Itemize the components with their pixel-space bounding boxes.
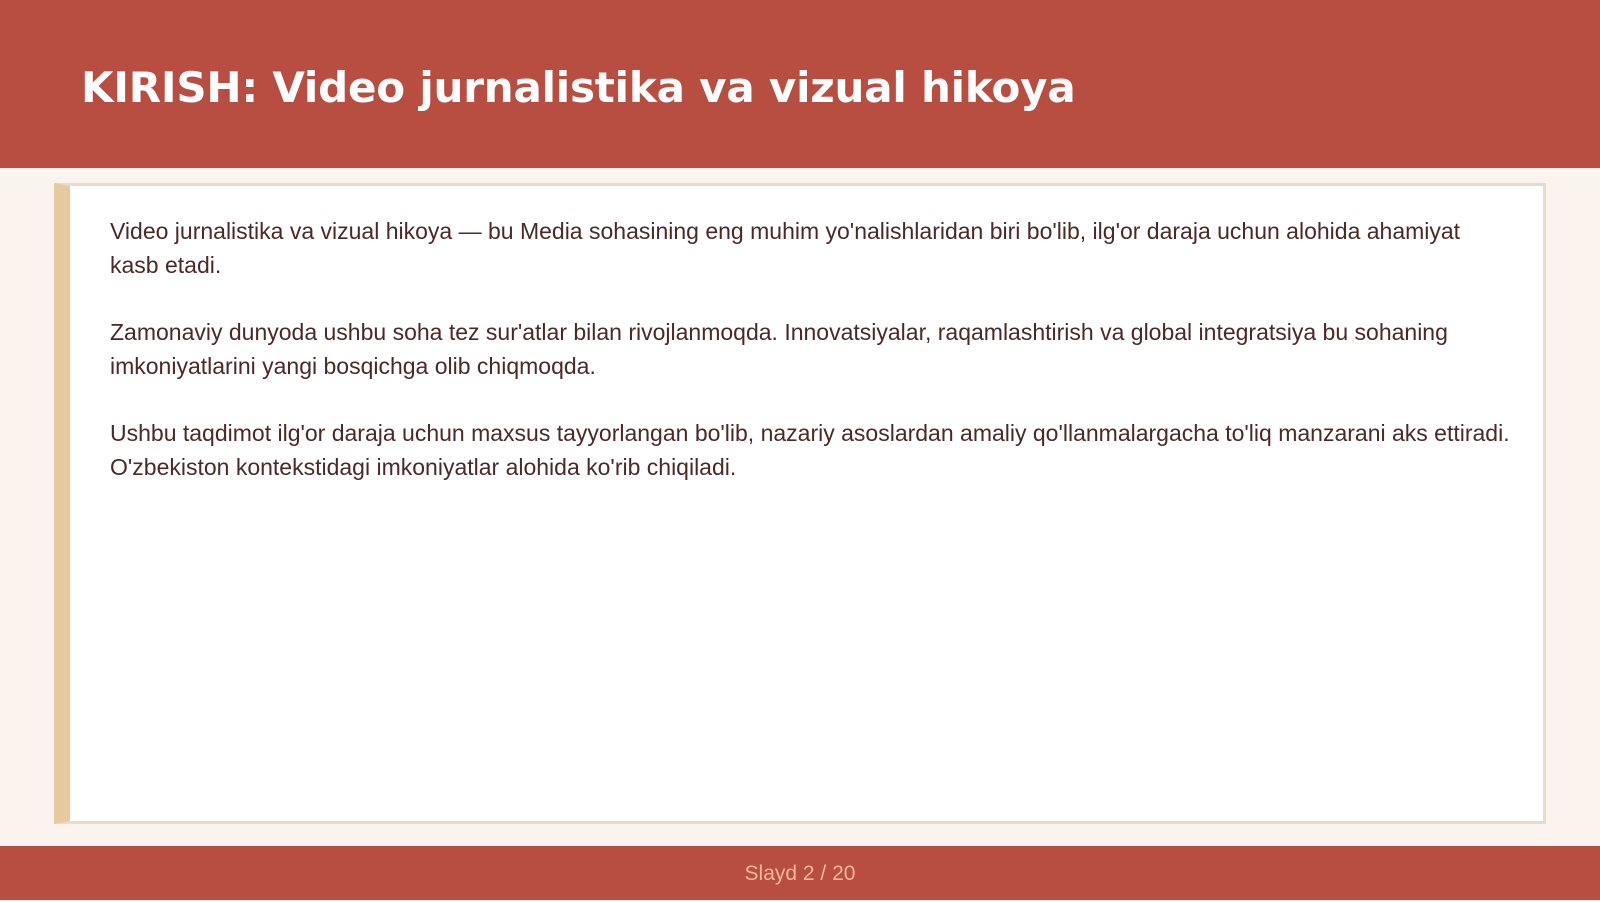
slide-footer: [0, 846, 1600, 900]
slide-title: KIRISH: Video jurnalistika va vizual hikoya: [81, 63, 1076, 112]
slide-header: [0, 0, 1600, 168]
content-body: [110, 214, 1510, 517]
content-paragraph-2: Zamonaviy dunyoda ushbu soha tez sur'atlar bilan rivojlanmoqda. Innovatsiyalar, raqamlashtirish va global integratsiya bu sohaning imkoniyatlarini yangi bosqichga olib chiqmoqda.: [110, 319, 1448, 379]
slide-number: Slayd 2 / 20: [744, 862, 856, 885]
content-paragraph-3: Ushbu taqdimot ilg'or daraja uchun maxsus tayyorlangan bo'lib, nazariy asoslardan amaliy qo'llanmalargacha to'liq manzarani aks ettiradi. O'zbekiston kontekstidagi imkoniyatlar alohida ko'rib chiqiladi.: [110, 420, 1510, 480]
content-card: [54, 183, 1546, 824]
content-paragraph-1: Video jurnalistika va vizual hikoya — bu Media sohasining eng muhim yo'nalishlaridan biri bo'lib, ilg'or daraja uchun alohida ahamiyat kasb etadi.: [110, 218, 1461, 278]
